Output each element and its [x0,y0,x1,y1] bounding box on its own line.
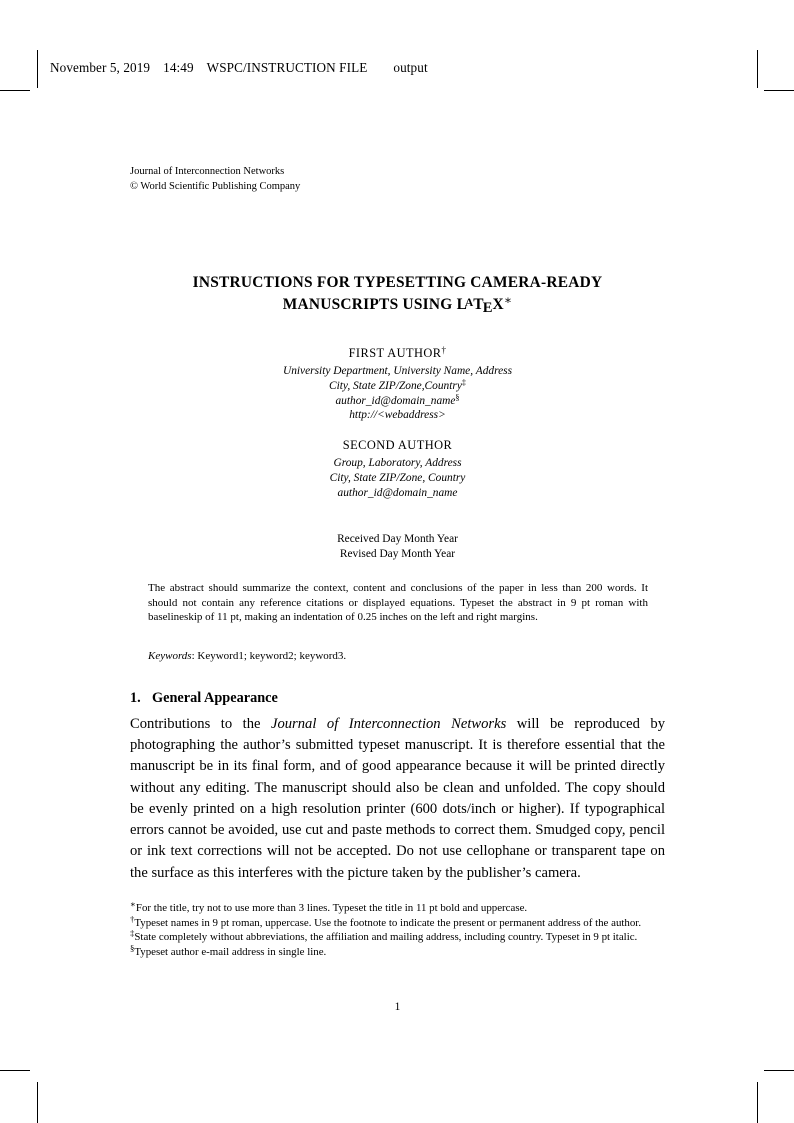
crop-mark-bottom-right-vertical [757,1082,758,1123]
title-footnote-marker: ∗ [503,292,513,307]
author-affiliation-text: City, State ZIP/Zone,Country [329,379,462,392]
body-text-part2: will be reproduced by photographing the author’s submitted typeset manuscript. It is therefore essential that the manuscript be in its final form, and of good appearance because it will be printed directly without any editing. The manuscript should also be clean and unfolded. The copy should be evenly printed on a high resolution printer (600 dots/inch or higher). If typographical errors cannot be avoided, use cut and paste methods to correct them. Smudged copy, pencil or ink text corrections will not be accepted. Do not use cellophane or transparent tape on the surface as this interferes with the picture taken by the publisher’s camera. [130,716,665,881]
crop-mark-top-left-horizontal [0,90,30,91]
section-heading [130,690,278,707]
author-affiliation [130,456,665,500]
author-affiliation [130,364,665,423]
author-affiliation-text: Group, Laboratory, Address [333,457,462,470]
author-affiliation-line [130,456,665,471]
revised-date: Revised Day Month Year [339,547,456,560]
crop-mark-bottom-left-horizontal [0,1070,30,1071]
author-email-text: author_id@domain_name [335,394,456,407]
imprint-copyright-line [130,180,300,195]
author-block [130,438,665,500]
crop-mark-top-right-horizontal [764,90,794,91]
footnote-text: State completely without abbreviations, the affiliation and mailing address, including country. Typeset in 9 pt italic. [134,931,638,944]
author-name-footnote-marker: † [441,344,447,355]
footnote-item [130,930,672,945]
running-head-output: output [393,60,428,75]
latex-x: X [492,295,504,313]
author-affiliation-text: City, State ZIP/Zone, Country [329,472,466,485]
body-journal-name: Journal of Interconnection Networks [270,716,507,732]
author-url-line [130,408,665,423]
footnote-text: For the title, try not to use more than 3 lines. Typeset the title in 11 pt bold and uppercase. [135,902,528,914]
imprint-publisher: World Scientific Publishing Company [140,180,301,192]
author-affiliation-line [130,471,665,486]
title-line-1: INSTRUCTIONS FOR TYPESETTING CAMERA-READY [192,274,603,291]
footnote-item [130,913,672,931]
copyright-icon: © [130,180,138,192]
section-title: General Appearance [152,690,278,706]
keywords-label: Keywords [148,650,192,662]
author-name-text: SECOND AUTHOR [342,438,453,453]
submission-dates [130,532,665,562]
imprint-journal-name: Journal of Interconnection Networks [130,166,285,177]
author-name-text: FIRST AUTHOR [348,346,442,360]
footnote-symbol: ∗ [130,899,136,910]
author-email-line [130,486,665,501]
footnote-text: Typeset author e-mail address in single line. [134,945,327,958]
keywords-line [148,649,648,664]
author-affiliation-line [130,364,665,379]
latex-l: L [456,295,467,313]
footnote-block [130,901,672,959]
body-text-part1: Contributions to the [130,716,271,732]
latex-logo [456,295,504,317]
title-line-2 [130,294,665,316]
author-block-group [130,346,665,501]
author-email-text: author_id@domain_name [337,486,458,499]
running-head-time: 14:49 [163,60,194,75]
crop-mark-top-right-vertical [757,50,758,88]
footnote-item [130,901,672,916]
journal-imprint [130,165,300,195]
author-email-marker: § [455,392,460,402]
footnote-symbol: § [130,942,135,953]
author-email-line [130,394,665,409]
author-block [130,346,665,423]
page-title [130,272,665,316]
latex-a: A [465,296,474,309]
running-head [50,60,428,76]
running-head-file: WSPC/INSTRUCTION FILE [206,60,368,75]
body-paragraph [130,714,665,884]
section-number: 1. [130,690,141,706]
page-number: 1 [394,1001,401,1013]
author-affiliation-line [130,379,665,394]
title-line-2-prefix: MANUSCRIPTS USING [282,295,457,313]
crop-mark-bottom-right-horizontal [764,1070,794,1071]
latex-t: T [473,295,484,313]
author-name [130,438,665,453]
latex-e: E [482,300,493,317]
running-head-date: November 5, 2019 [50,60,151,75]
author-name [130,346,665,361]
keywords-value: Keyword1; keyword2; keyword3. [197,650,347,662]
author-url-text: http://<webaddress> [349,409,446,422]
footnote-text: Typeset names in 9 pt roman, uppercase. Use the footnote to indicate the present or permanent address of the author. [134,916,642,929]
author-affiliation-marker: ‡ [461,378,466,388]
footnote-symbol: † [130,913,135,924]
footnote-item [130,942,672,960]
abstract: The abstract should summarize the context, content and conclusions of the paper in less than 200 words. It should not contain any reference citations or displayed equations. Typeset the abstract in 9 pt roman with baselineskip of 11 pt, making an indentation of 0.25 inches on the left and right margins. [148,582,648,624]
received-date: Received Day Month Year [337,533,458,545]
footnote-symbol: ‡ [130,928,135,939]
crop-mark-top-left-vertical [37,50,38,88]
crop-mark-bottom-left-vertical [37,1082,38,1123]
author-affiliation-text: University Department, University Name, Address [282,365,513,377]
keywords-separator: : [191,650,198,662]
